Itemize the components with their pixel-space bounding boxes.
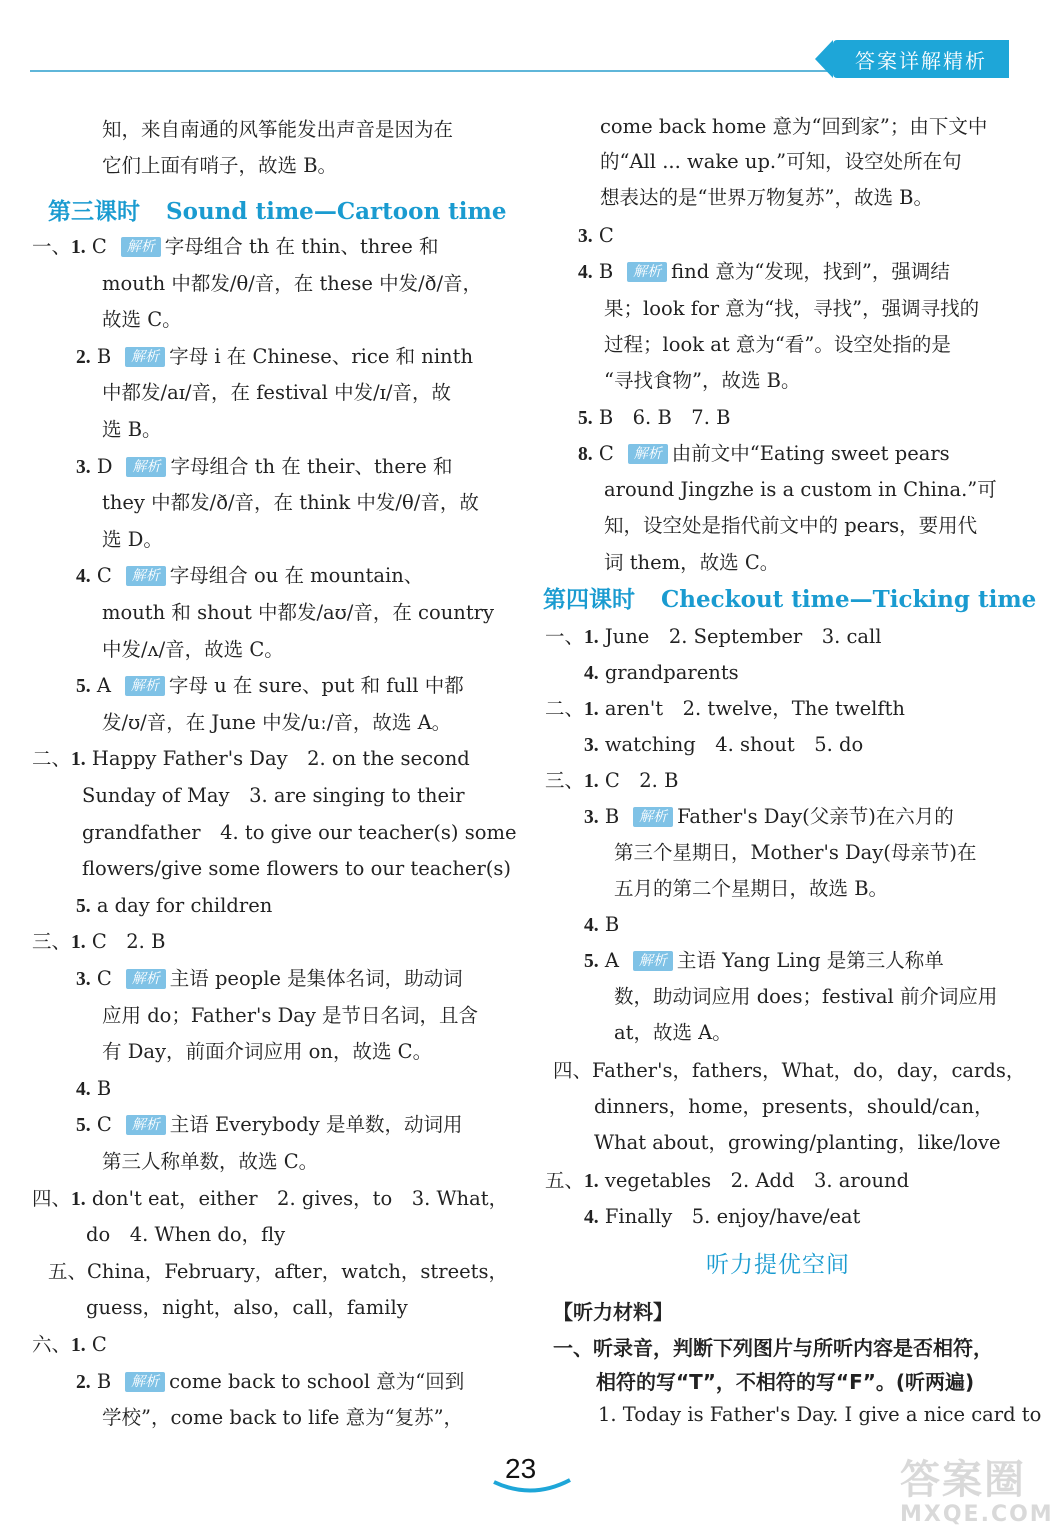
answer-text: 故选 C。 bbox=[102, 308, 182, 332]
answer-line bbox=[102, 635, 284, 665]
answer-line bbox=[76, 561, 423, 592]
item-number: 3. bbox=[584, 807, 599, 828]
section-number: 二、 bbox=[32, 747, 72, 771]
answer-text: vegetables 2. Add 3. around bbox=[598, 1169, 910, 1192]
answer-line bbox=[76, 452, 452, 483]
answer-line bbox=[578, 257, 950, 288]
answer-line bbox=[102, 378, 451, 408]
watermark-text: MXQE.COM bbox=[900, 1502, 1054, 1527]
item-number: 4. bbox=[584, 1207, 599, 1228]
analysis-text: 主语 Yang Ling 是第三人称单 bbox=[676, 949, 944, 972]
answer-text: 第三人称单数，故选 C。 bbox=[102, 1150, 319, 1173]
section-number: 三、 bbox=[545, 769, 585, 792]
answer-text: Father's，fathers，What，do，day，cards， bbox=[592, 1059, 1026, 1082]
answer-text: B bbox=[592, 260, 614, 284]
section-en: Sound time—Cartoon time bbox=[166, 198, 507, 225]
answer-line bbox=[86, 1220, 285, 1250]
answer-line bbox=[578, 439, 950, 470]
answer-text: 选 B。 bbox=[102, 418, 162, 441]
answer-line bbox=[102, 1147, 318, 1177]
answer-text: 有 Day，前面介词应用 on，故选 C。 bbox=[102, 1040, 433, 1064]
answer-text: C bbox=[85, 1333, 107, 1356]
item-number: 1. bbox=[71, 1188, 86, 1210]
answer-line bbox=[594, 1092, 994, 1122]
answer-text: C 2. B bbox=[85, 930, 166, 954]
answer-text: A bbox=[90, 674, 111, 698]
analysis-badge: 解析 bbox=[126, 457, 166, 477]
answer-line bbox=[578, 403, 730, 434]
item-number: 5. bbox=[76, 676, 91, 698]
section-number: 六、 bbox=[32, 1333, 72, 1356]
answer-text: “寻找食物”，故选 B。 bbox=[604, 369, 801, 393]
answer-line bbox=[545, 1166, 909, 1197]
answer-text: guess，night，also，call，family bbox=[86, 1296, 408, 1320]
header-tab: 答案详解精析 bbox=[833, 40, 1009, 78]
item-number: 8. bbox=[578, 443, 593, 465]
answer-text: watching 4. shout 5. do bbox=[598, 733, 864, 756]
item-number: 4. bbox=[76, 1078, 91, 1100]
material-heading: 【听力材料】 bbox=[553, 1300, 673, 1324]
analysis-text: 主语 people 是集体名词，助动词 bbox=[169, 967, 463, 990]
answer-line bbox=[102, 708, 451, 738]
section-number: 一、 bbox=[32, 235, 72, 258]
answer-line bbox=[553, 1056, 1025, 1086]
answer-line bbox=[578, 221, 614, 252]
answer-text: 知，设空处是指代前文中的 pears，要用代 bbox=[604, 514, 978, 538]
item-number: 1. bbox=[584, 771, 599, 792]
answer-text: Finally 5. enjoy/have/eat bbox=[598, 1205, 861, 1228]
section-heading-4 bbox=[543, 581, 1036, 614]
answer-line bbox=[604, 330, 951, 360]
section-cn: 第四课时 bbox=[543, 586, 635, 613]
item-number: 5. bbox=[578, 407, 593, 429]
answer-line bbox=[584, 730, 863, 761]
answer-text: aren't 2. twelve，The twelfth bbox=[598, 697, 905, 720]
answer-text: dinners，home，presents，should/can， bbox=[594, 1095, 994, 1118]
listening-instruction: 相符的写“T”，不相符的写“F”。(听两遍) bbox=[596, 1370, 975, 1394]
section-number: 五、 bbox=[545, 1169, 585, 1192]
analysis-badge: 解析 bbox=[126, 969, 166, 989]
item-number: 4. bbox=[584, 915, 599, 936]
answer-line bbox=[614, 1018, 732, 1048]
answer-text: A bbox=[598, 949, 619, 972]
analysis-badge: 解析 bbox=[126, 566, 166, 586]
section-number: 三、 bbox=[32, 930, 72, 954]
answer-line bbox=[604, 366, 800, 396]
answer-line bbox=[102, 1403, 463, 1433]
item-number: 1. bbox=[584, 1171, 599, 1192]
answer-line bbox=[76, 1367, 464, 1398]
section-number: 二、 bbox=[545, 697, 585, 720]
answer-line bbox=[32, 744, 470, 775]
answer-line bbox=[102, 1037, 432, 1067]
analysis-badge: 解析 bbox=[121, 237, 161, 257]
section-cn: 第三课时 bbox=[48, 198, 140, 225]
analysis-badge: 解析 bbox=[125, 676, 165, 696]
analysis-text: Father's Day(父亲节)在六月的 bbox=[677, 805, 954, 828]
answer-text: a day for children bbox=[90, 893, 273, 917]
item-number: 3. bbox=[584, 735, 599, 756]
answer-text: mouth 中都发/θ/音，在 these 中发/ð/音， bbox=[102, 271, 483, 295]
answer-text: 中都发/aɪ/音，在 festival 中发/ɪ/音，故 bbox=[102, 381, 451, 405]
answer-line bbox=[584, 946, 944, 977]
item-number: 2. bbox=[76, 1371, 91, 1393]
section-heading-3 bbox=[48, 193, 507, 226]
answer-text: China，February，after，watch，streets， bbox=[87, 1259, 509, 1283]
section-number: 四、 bbox=[32, 1186, 72, 1210]
answer-line bbox=[32, 927, 165, 958]
answer-text: Sunday of May 3. are singing to their bbox=[82, 784, 465, 807]
answer-text: 五月的第二个星期日，故选 B。 bbox=[614, 877, 889, 900]
analysis-text: 字母组合 ou 在 mountain、 bbox=[169, 564, 424, 588]
answer-text: C bbox=[90, 1113, 112, 1137]
analysis-text: find 意为“发现，找到”，强调结 bbox=[671, 260, 950, 284]
answer-line bbox=[614, 982, 997, 1012]
analysis-badge: 解析 bbox=[633, 807, 673, 827]
listening-item: 1. Today is Father's Day. I give a nice card to bbox=[598, 1403, 1042, 1426]
answer-text: C bbox=[85, 235, 107, 258]
section-number: 一、 bbox=[545, 625, 585, 648]
analysis-badge: 解析 bbox=[125, 1372, 165, 1392]
answer-line bbox=[102, 488, 479, 518]
analysis-badge: 解析 bbox=[627, 262, 667, 282]
answer-text: B bbox=[90, 1076, 112, 1100]
text-line: 知，来自南通的风筝能发出声音是因为在 bbox=[102, 118, 454, 141]
answer-text: grandfather 4. to give our teacher(s) some bbox=[82, 820, 517, 844]
answer-line bbox=[86, 1293, 408, 1323]
section-en: Checkout time—Ticking time bbox=[661, 586, 1037, 613]
analysis-text: 主语 Everybody 是单数，动词用 bbox=[169, 1113, 463, 1137]
answer-line bbox=[32, 1184, 508, 1215]
answer-text: C bbox=[90, 564, 112, 588]
header-rule bbox=[30, 70, 850, 72]
answer-line bbox=[102, 269, 482, 299]
answer-line bbox=[82, 818, 516, 848]
answer-line bbox=[545, 622, 882, 653]
answer-line bbox=[32, 1330, 107, 1361]
item-number: 3. bbox=[76, 969, 91, 990]
section-number: 四、 bbox=[553, 1059, 593, 1082]
answer-text: C bbox=[90, 967, 112, 990]
answer-text: they 中都发/ð/音，在 think 中发/θ/音，故 bbox=[102, 491, 479, 515]
analysis-text: 字母 i 在 Chinese、rice 和 ninth bbox=[169, 344, 474, 368]
answer-line bbox=[102, 1001, 478, 1031]
item-number: 1. bbox=[584, 699, 599, 720]
item-number: 5. bbox=[76, 1115, 91, 1137]
watermark bbox=[900, 1457, 1054, 1533]
answer-line bbox=[76, 964, 463, 995]
item-number: 1. bbox=[71, 932, 86, 954]
answer-text: 过程；look at 意为“看”。设空处指的是 bbox=[604, 332, 951, 356]
answer-line bbox=[545, 766, 678, 797]
item-number: 1. bbox=[584, 627, 599, 648]
text-line: 的“All ... wake up.”可知，设空处所在句 bbox=[600, 150, 962, 173]
answer-text: do 4. When do，fly bbox=[86, 1223, 286, 1247]
answer-line bbox=[102, 525, 163, 555]
analysis-text: 由前文中“Eating sweet pears bbox=[671, 441, 950, 465]
answer-text: B bbox=[90, 1369, 112, 1393]
answer-text: B 6. B 7. B bbox=[592, 405, 731, 429]
answer-line bbox=[76, 1074, 111, 1105]
answer-text: 学校”，come back to life 意为“复苏”， bbox=[102, 1406, 464, 1430]
answer-line bbox=[76, 891, 272, 922]
answer-text: C 2. B bbox=[598, 769, 679, 792]
analysis-text: 字母组合 th 在 their、there 和 bbox=[170, 454, 453, 478]
answer-line bbox=[48, 1257, 508, 1287]
answer-line bbox=[584, 802, 954, 833]
answer-text: 应用 do；Father's Day 是节日名词，且含 bbox=[102, 1003, 479, 1027]
answer-line bbox=[102, 415, 162, 445]
item-number: 3. bbox=[76, 456, 91, 478]
answer-text: 中发/ʌ/音，故选 C。 bbox=[102, 637, 284, 661]
listening-instruction: 一、听录音，判断下列图片与所听内容是否相符， bbox=[553, 1336, 993, 1360]
answer-text: don't eat，either 2. gives，to 3. What， bbox=[85, 1186, 509, 1210]
item-number: 3. bbox=[578, 226, 593, 247]
answer-line bbox=[604, 548, 779, 578]
answer-line bbox=[604, 511, 977, 541]
answer-line bbox=[76, 342, 473, 373]
answer-text: around Jingzhe is a custom in China.”可 bbox=[604, 478, 997, 502]
answer-text: C bbox=[592, 224, 614, 247]
analysis-text: 字母组合 th 在 thin、three 和 bbox=[164, 235, 439, 258]
analysis-badge: 解析 bbox=[125, 347, 165, 367]
watermark-text: 答案圈 bbox=[900, 1457, 1026, 1503]
answer-text: B bbox=[90, 344, 112, 368]
answer-text: 词 them，故选 C。 bbox=[604, 550, 780, 574]
analysis-badge: 解析 bbox=[628, 444, 668, 464]
answer-text: Happy Father's Day 2. on the second bbox=[85, 747, 470, 771]
analysis-text: come back to school 意为“回到 bbox=[169, 1369, 465, 1393]
answer-line bbox=[102, 598, 494, 628]
section-number: 五、 bbox=[48, 1259, 88, 1283]
answer-text: 选 D。 bbox=[102, 527, 163, 551]
item-number: 4. bbox=[76, 566, 91, 588]
answer-text: at，故选 A。 bbox=[614, 1021, 732, 1044]
analysis-badge: 解析 bbox=[126, 1115, 166, 1135]
answer-line bbox=[584, 658, 739, 689]
page-number-swoosh bbox=[492, 1478, 572, 1498]
listening-heading: 听力提优空间 bbox=[706, 1252, 850, 1278]
answer-text: grandparents bbox=[598, 661, 739, 684]
analysis-badge: 解析 bbox=[633, 951, 673, 971]
item-number: 5. bbox=[584, 951, 599, 972]
text-line: 想表达的是“世界万物复苏”，故选 B。 bbox=[600, 186, 933, 209]
answer-text: flowers/give some flowers to our teacher(s) bbox=[82, 857, 511, 881]
page-number: 23 bbox=[505, 1453, 537, 1484]
answer-text: B bbox=[598, 913, 620, 936]
answer-line bbox=[594, 1128, 1001, 1158]
analysis-text: 字母 u 在 sure、put 和 full 中都 bbox=[168, 674, 464, 698]
answer-text: 第三个星期日，Mother's Day(母亲节)在 bbox=[614, 841, 977, 864]
answer-line bbox=[82, 854, 511, 884]
item-number: 4. bbox=[578, 262, 593, 284]
answer-text: B bbox=[598, 805, 620, 828]
answer-text: C bbox=[592, 441, 614, 465]
answer-line bbox=[584, 910, 619, 941]
answer-line bbox=[604, 475, 997, 505]
answer-line bbox=[604, 294, 979, 324]
item-number: 2. bbox=[76, 346, 91, 368]
item-number: 1. bbox=[71, 237, 86, 258]
answer-line bbox=[76, 671, 464, 702]
answer-text: What about，growing/planting，like/love bbox=[594, 1131, 1001, 1154]
item-number: 1. bbox=[71, 1335, 86, 1356]
answer-line bbox=[102, 305, 182, 335]
answer-line bbox=[32, 232, 438, 263]
answer-text: June 2. September 3. call bbox=[598, 625, 882, 648]
answer-line bbox=[545, 694, 905, 725]
answer-line bbox=[614, 838, 977, 868]
answer-text: 发/ʊ/音，在 June 中发/uː/音，故选 A。 bbox=[102, 710, 452, 734]
item-number: 1. bbox=[71, 749, 86, 771]
answer-line bbox=[82, 781, 465, 811]
answer-line bbox=[76, 1110, 463, 1141]
answer-text: 数，助动词应用 does；festival 前介词应用 bbox=[614, 985, 998, 1008]
answer-text: D bbox=[90, 454, 113, 478]
text-line: 它们上面有哨子，故选 B。 bbox=[102, 154, 338, 177]
answer-text: mouth 和 shout 中都发/aʊ/音，在 country bbox=[102, 601, 494, 624]
item-number: 4. bbox=[584, 663, 599, 684]
answer-line bbox=[584, 1202, 860, 1233]
answer-text: 果；look for 意为“找，寻找”，强调寻找的 bbox=[604, 296, 980, 320]
answer-line bbox=[614, 874, 888, 904]
item-number: 5. bbox=[76, 895, 91, 917]
text-line: come back home 意为“回到家”；由下文中 bbox=[600, 115, 988, 138]
